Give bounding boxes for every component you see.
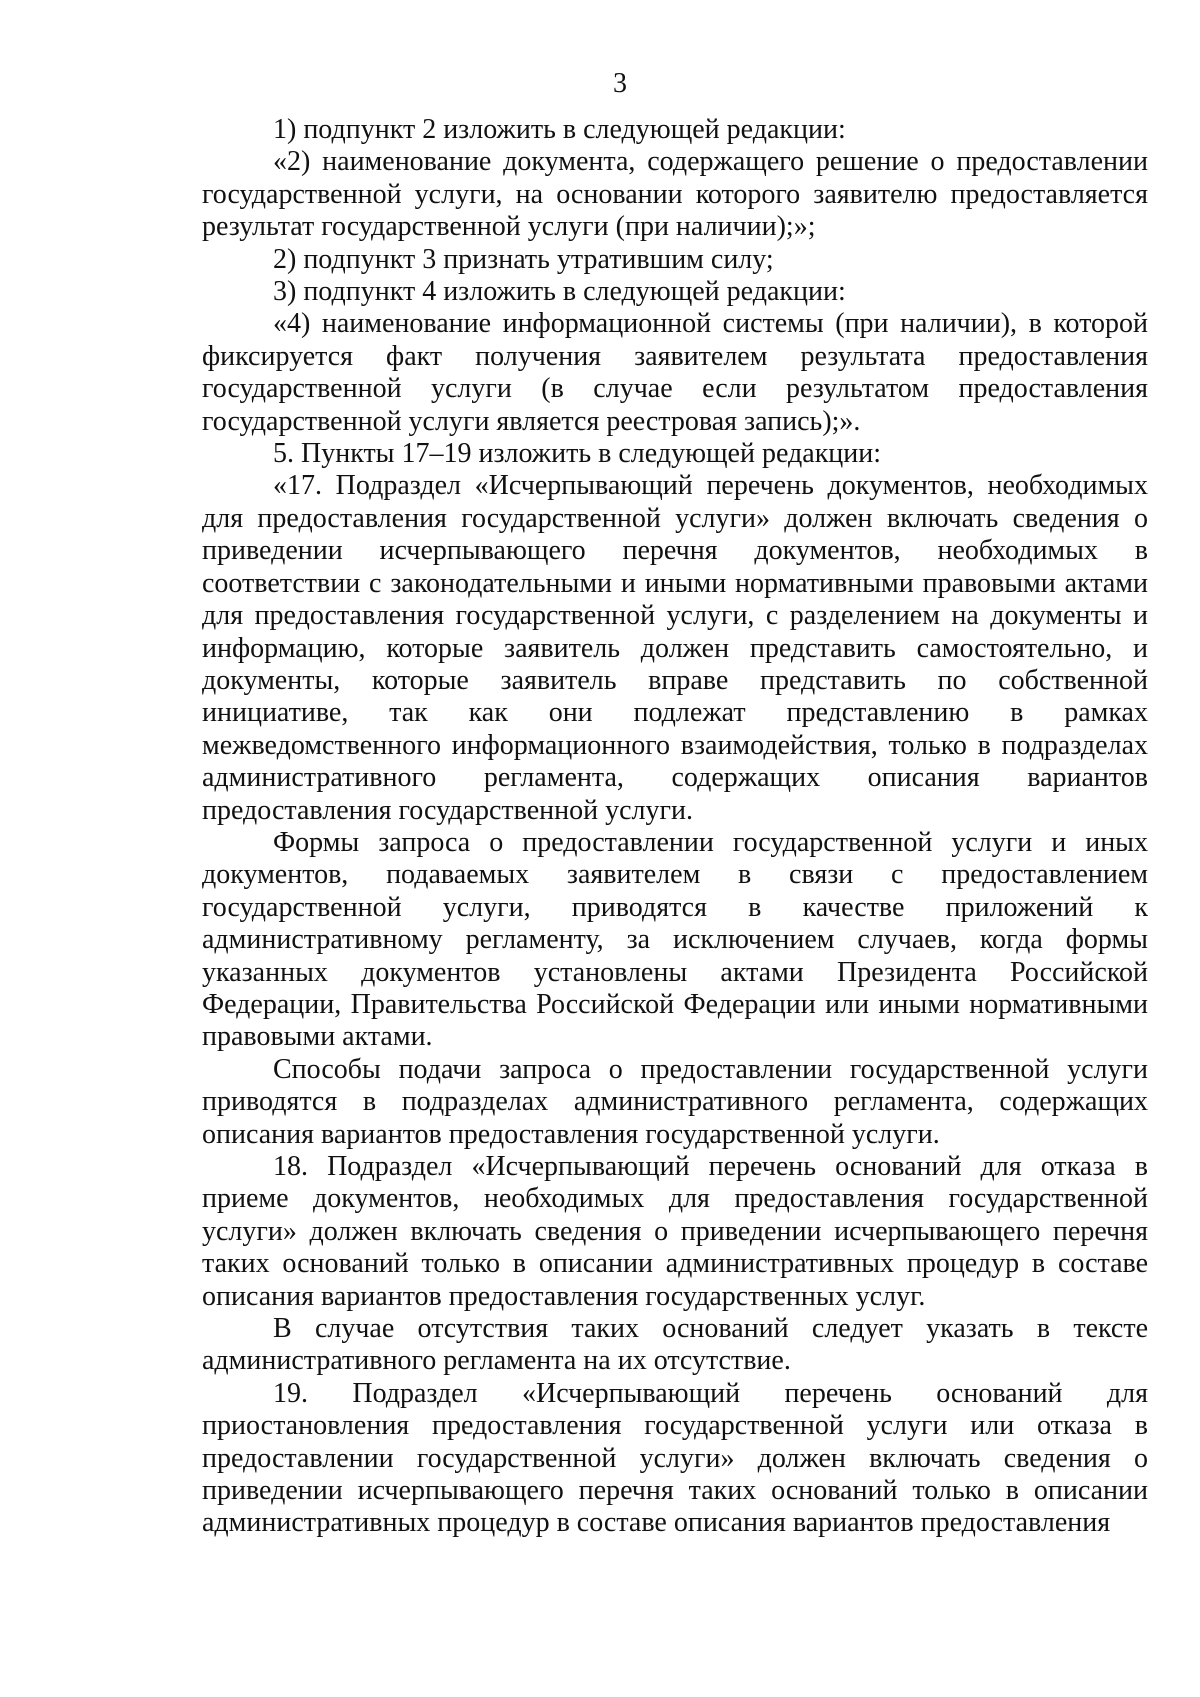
paragraph-request-forms: Формы запроса о предоставлении государственной услуги и иных документов, подаваемых заявителем в связи с предоставлением государственной услуги, приводятся в качестве приложений к административному регламенту, за исключением случаев, когда формы указанных документов установлены актами Президента Российской Федерации, Правительства Российской Федерации или иными нормативными правовыми актами. (202, 826, 1148, 1053)
paragraph-item-3-subpoint-4: 3) подпункт 4 изложить в следующей редакции: (273, 276, 846, 308)
paragraph-point-17: «17. Подраздел «Исчерпывающий перечень документов, необходимых для предоставления государственной услуги» должен включать сведения о приведении исчерпывающего перечня документов, необходимых в соответствии с законодательными и иными нормативными правовыми актами для предоставления государственной услуги, с разделением на документы и информацию, которые заявитель должен представить самостоятельно, и документы, которые заявитель вправе представить по собственной инициативе, так как они подлежат представлению в рамках межведомственного информационного взаимодействия, только в подразделах административного регламента, содержащих описания вариантов предоставления государственной услуги. (202, 470, 1148, 826)
paragraph-item-1-subpoint-2: 1) подпункт 2 изложить в следующей редакции: (273, 114, 846, 145)
paragraph-point-18: 18. Подраздел «Исчерпывающий перечень оснований для отказа в приеме документов, необходимых для предоставления государственной услуги» должен включать сведения о приведении исчерпывающего перечня таких оснований только в описании административных процедур в составе описания вариантов предоставления государственных услуг. (202, 1151, 1148, 1312)
paragraph-quote-subpoint-2: «2) наименование документа, содержащего решение о предоставлении государственной услуги, на основании которого заявителю предоставляется результат государственной услуги (при наличии);»; (202, 146, 1148, 243)
paragraph-point-19: 19. Подраздел «Исчерпывающий перечень оснований для приостановления предоставления государственной услуги или отказа в предоставлении государственной услуги» должен включать сведения о приведении исчерпывающего перечня таких оснований только в описании административных процедур в составе описания вариантов предоставления (202, 1377, 1148, 1539)
paragraph-quote-subpoint-4: «4) наименование информационной системы (при наличии), в которой фиксируется факт получения заявителем результата предоставления государственной услуги (в случае если результатом предоставления государственной услуги является реестровая запись);». (202, 308, 1148, 437)
page-number: 3 (613, 68, 627, 99)
document-body (202, 114, 1148, 1540)
paragraph-item-2-subpoint-3: 2) подпункт 3 признать утратившим силу; (273, 243, 774, 275)
paragraph-absence-of-grounds: В случае отсутствия таких оснований следует указать в тексте административного регламента на их отсутствие. (202, 1313, 1148, 1377)
paragraph-item-5-points-17-19: 5. Пункты 17–19 изложить в следующей редакции: (273, 438, 882, 470)
paragraph-submission-methods: Способы подачи запроса о предоставлении государственной услуги приводятся в подразделах административного регламента, содержащих описания вариантов предоставления государственной услуги. (202, 1053, 1148, 1150)
